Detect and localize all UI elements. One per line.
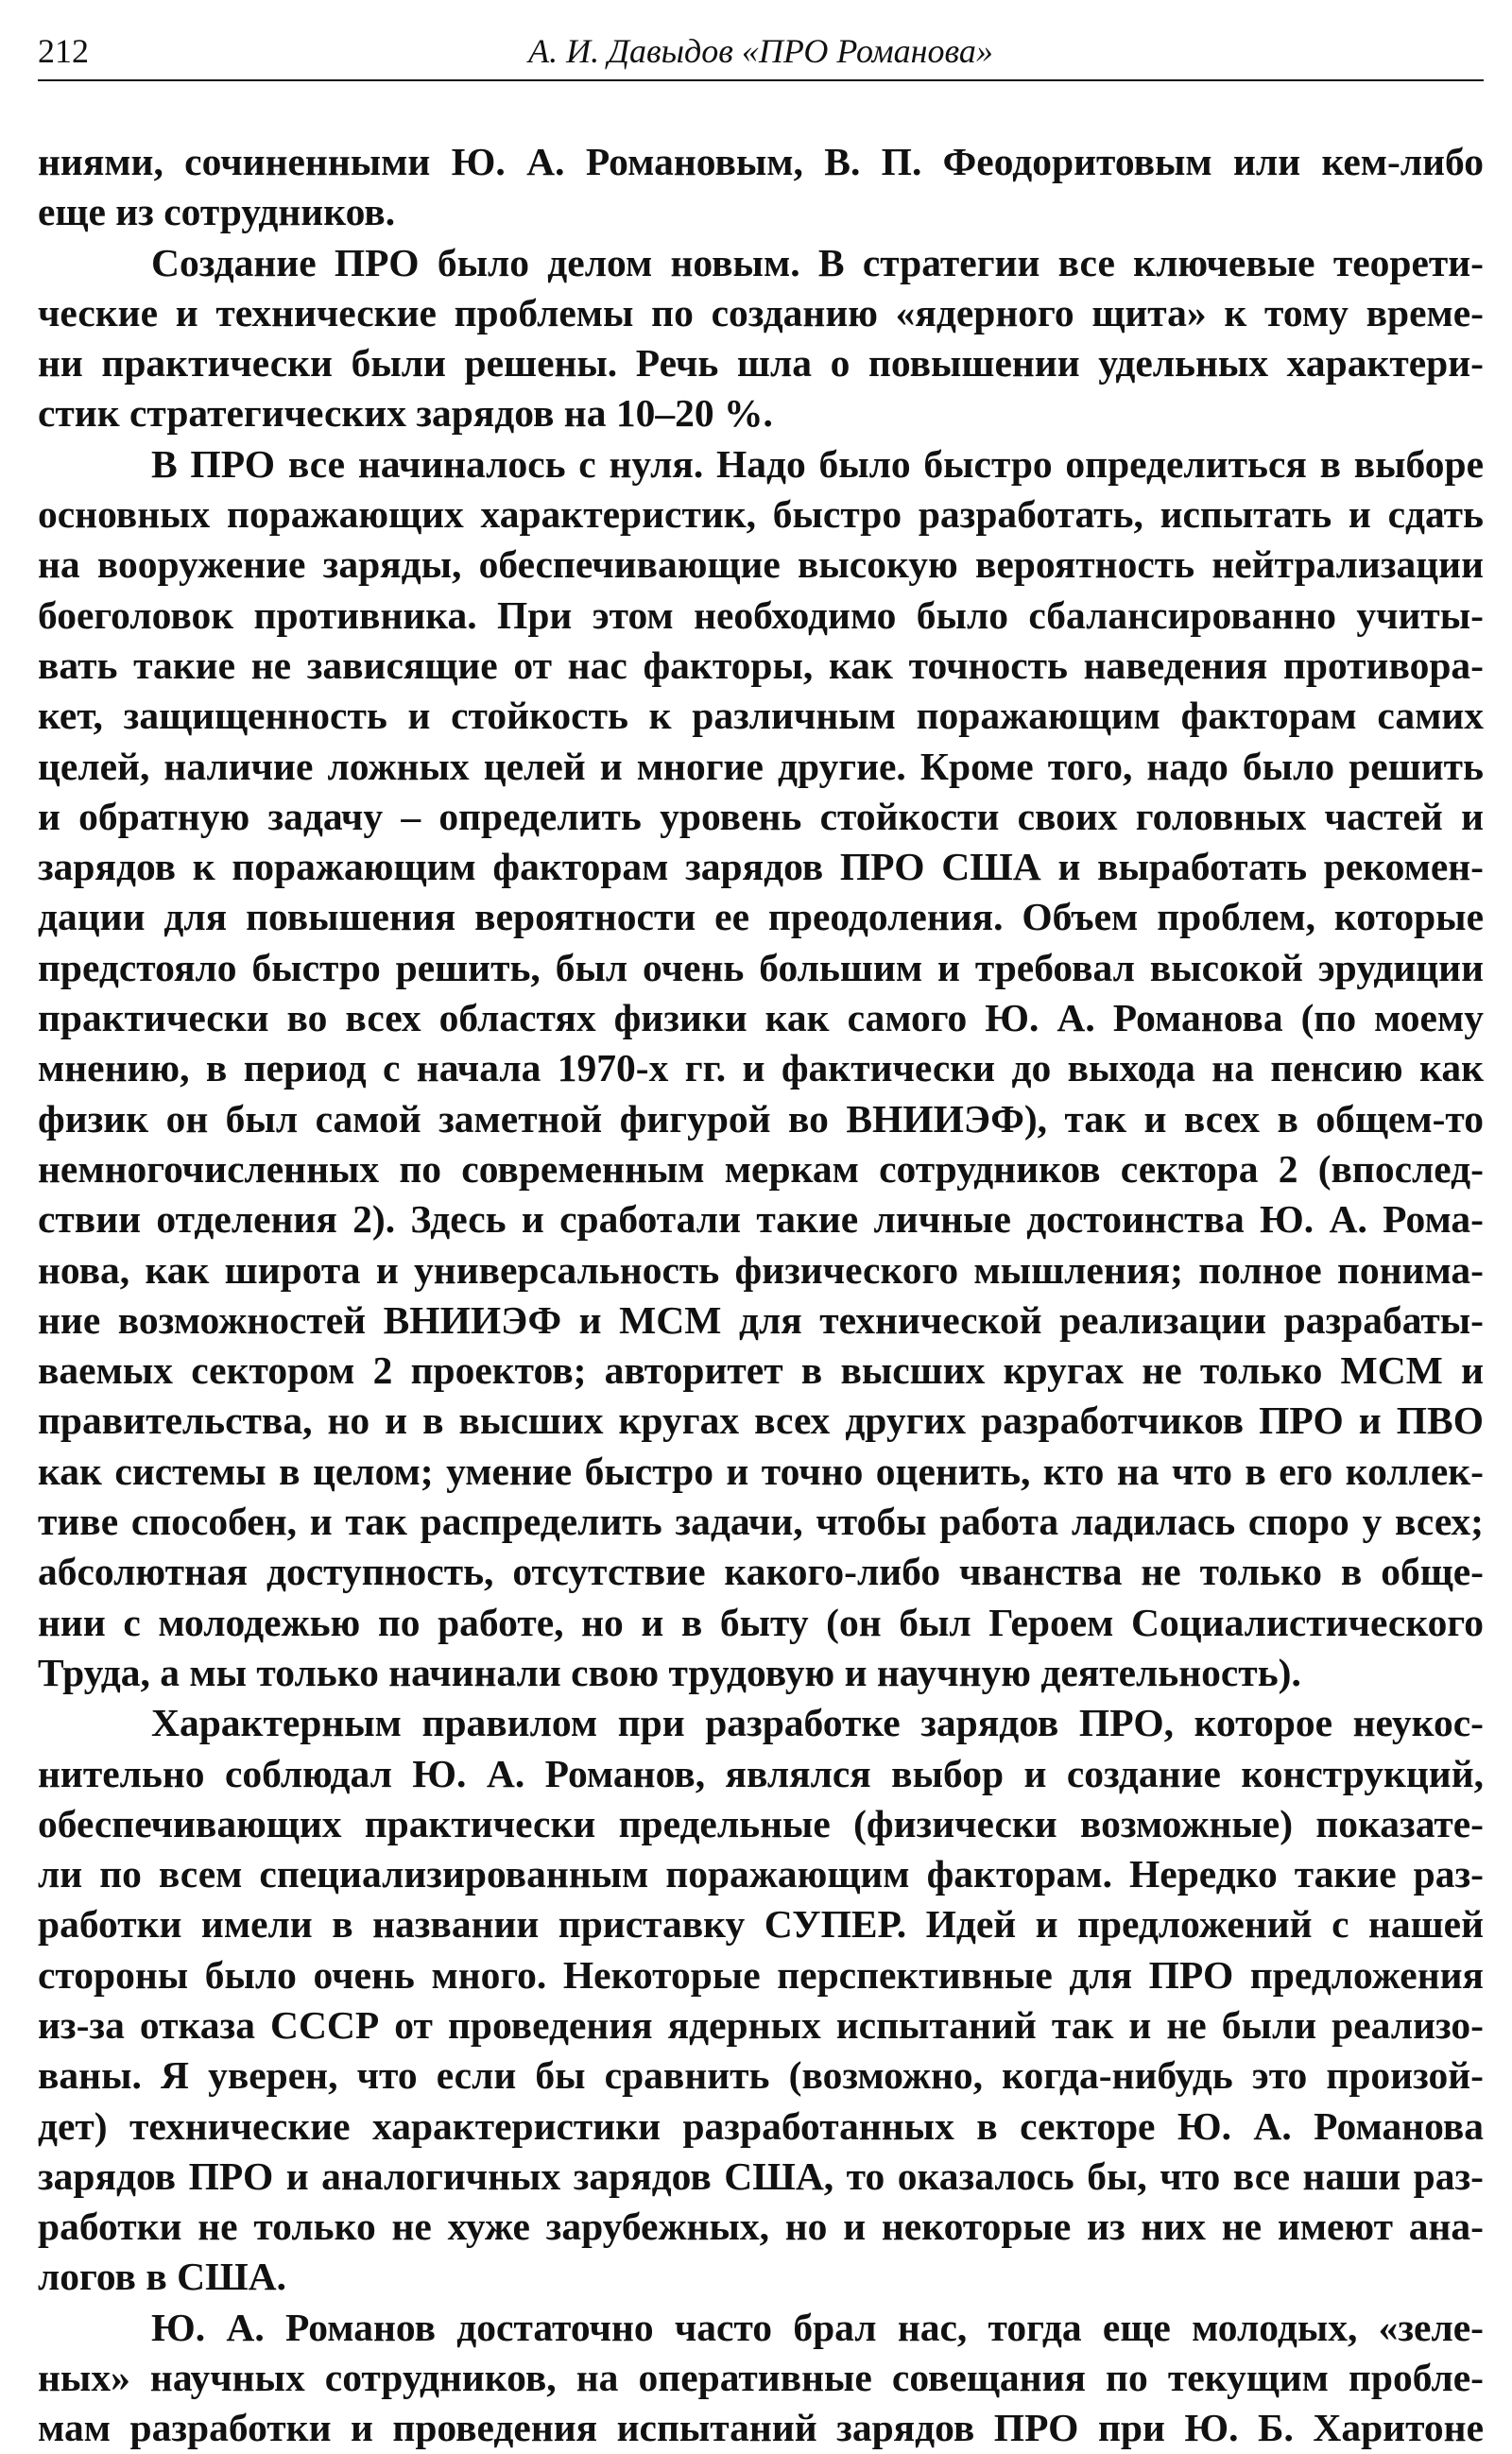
text-line: дет) технические характеристики разработанных в секторе Ю. А. Романова — [38, 2103, 1484, 2148]
text-line: мнению, в период с начала 1970-х гг. и фактически до выхода на пенсию как — [38, 1046, 1484, 1090]
paragraph — [38, 2303, 1484, 2454]
text-line: основных поражающих характеристик, быстро разработать, испытать и сдать — [38, 492, 1484, 537]
text-line: зарядов ПРО и аналогичных зарядов США, то оказалось бы, что все наши раз- — [38, 2154, 1484, 2198]
text-line: кет, защищенность и стойкость к различным поражающим факторам самих — [38, 694, 1484, 738]
text-line: ческие и технические проблемы по созданию «ядерного щита» к тому време- — [38, 290, 1484, 335]
page-number: 212 — [38, 32, 89, 70]
text-line: зарядов к поражающим факторам зарядов ПРО США и выработать рекомен- — [38, 845, 1484, 889]
text-line: ных» научных сотрудников, на оперативные совещания по текущим пробле- — [38, 2356, 1484, 2400]
text-line: нительно соблюдал Ю. А. Романов, являлся выбор и создание конструкций, — [38, 1751, 1484, 1795]
page-header — [38, 26, 1484, 76]
text-line: работки не только не хуже зарубежных, но и некоторые из них не имеют ана- — [38, 2205, 1484, 2249]
header-rule — [38, 79, 1484, 81]
text-line: нии с молодежью по работе, но и в быту (он был Героем Социалистического — [38, 1600, 1484, 1644]
text-line: ли по всем специализированным поражающим факторам. Нередко такие раз- — [38, 1852, 1484, 1896]
text-line: ствии отделения 2). Здесь и сработали такие личные достоинства Ю. А. Рома- — [38, 1197, 1484, 1242]
text-line: из-за отказа СССР от проведения ядерных испытаний так и не были реализо- — [38, 2002, 1484, 2047]
text-line: мам разработки и проведения испытаний зарядов ПРО при Ю. Б. Харитоне — [38, 2406, 1484, 2450]
text-line: боеголовок противника. При этом необходимо было сбалансированно учиты- — [38, 592, 1484, 637]
paragraph — [38, 137, 1484, 238]
paragraph — [38, 439, 1484, 1698]
text-line: вать такие не зависящие от нас факторы, как точность наведения противора- — [38, 643, 1484, 687]
text-line: предстояло быстро решить, был очень большим и требовал высокой эрудиции — [38, 945, 1484, 989]
text-line: физик он был самой заметной фигурой во ВНИИЭФ), так и всех в общем-то — [38, 1096, 1484, 1141]
text-line: Ю. А. Романов достаточно часто брал нас, тогда еще молодых, «зеле- — [151, 2305, 1484, 2349]
text-line: Труда, а мы только начинали свою трудовую и научную деятельность). — [38, 1650, 1301, 1694]
text-line: стик стратегических зарядов на 10–20 %. — [38, 391, 773, 436]
text-line: В ПРО все начиналось с нуля. Надо было быстро определиться в выборе — [151, 441, 1484, 486]
text-line: дации для повышения вероятности ее преодоления. Объем проблем, которые — [38, 895, 1484, 939]
paragraph — [38, 238, 1484, 439]
text-line: ниями, сочиненными Ю. А. Романовым, В. П. Феодоритовым или кем-либо — [38, 140, 1484, 183]
text-line: логов в США. — [38, 2255, 287, 2299]
text-line: как системы в целом; умение быстро и точно оценить, кто на что в его коллек- — [38, 1449, 1484, 1493]
text-line: практически во всех областях физики как самого Ю. А. Романова (по моему — [38, 996, 1484, 1040]
text-line: на вооружение заряды, обеспечивающие высокую вероятность нейтрализации — [38, 542, 1484, 587]
text-line: немногочисленных по современным меркам сотрудников сектора 2 (впослед- — [38, 1146, 1484, 1191]
running-title: А. И. Давыдов «ПРО Романова» — [528, 32, 993, 70]
text-line: Создание ПРО было делом новым. В стратегии все ключевые теорети- — [151, 240, 1484, 284]
text-line: Характерным правилом при разработке зарядов ПРО, которое неукос- — [151, 1701, 1484, 1745]
text-line: еще из сотрудников. — [38, 190, 396, 234]
text-line: ни практически были решены. Речь шла о повышении удельных характери- — [38, 341, 1484, 386]
text-line: ваемых сектором 2 проектов; авторитет в высших кругах не только МСМ и — [38, 1348, 1484, 1393]
text-line: работки имели в названии приставку СУПЕР. Идей и предложений с нашей — [38, 1902, 1484, 1947]
text-line: абсолютная доступность, отсутствие какого-либо чванства не только в обще- — [38, 1550, 1484, 1594]
body-text — [38, 137, 1484, 2454]
text-line: правительства, но и в высших кругах всех других разработчиков ПРО и ПВО — [38, 1399, 1484, 1443]
text-line: нова, как широта и универсальность физического мышления; полное понима- — [38, 1247, 1484, 1292]
paragraph — [38, 1698, 1484, 2303]
text-line: тиве способен, и так распределить задачи, чтобы работа ладилась споро у всех; — [38, 1500, 1484, 1544]
text-line: обеспечивающих практически предельные (физически возможные) показате- — [38, 1801, 1484, 1845]
text-line: ние возможностей ВНИИЭФ и МСМ для технической реализации разрабаты- — [38, 1297, 1484, 1342]
text-line: ваны. Я уверен, что если бы сравнить (возможно, когда-нибудь это произой- — [38, 2053, 1484, 2098]
text-line: стороны было очень много. Некоторые перспективные для ПРО предложения — [38, 1952, 1484, 1997]
text-line: и обратную задачу – определить уровень стойкости своих головных частей и — [38, 794, 1484, 838]
text-line: целей, наличие ложных целей и многие другие. Кроме того, надо было решить — [38, 744, 1484, 788]
